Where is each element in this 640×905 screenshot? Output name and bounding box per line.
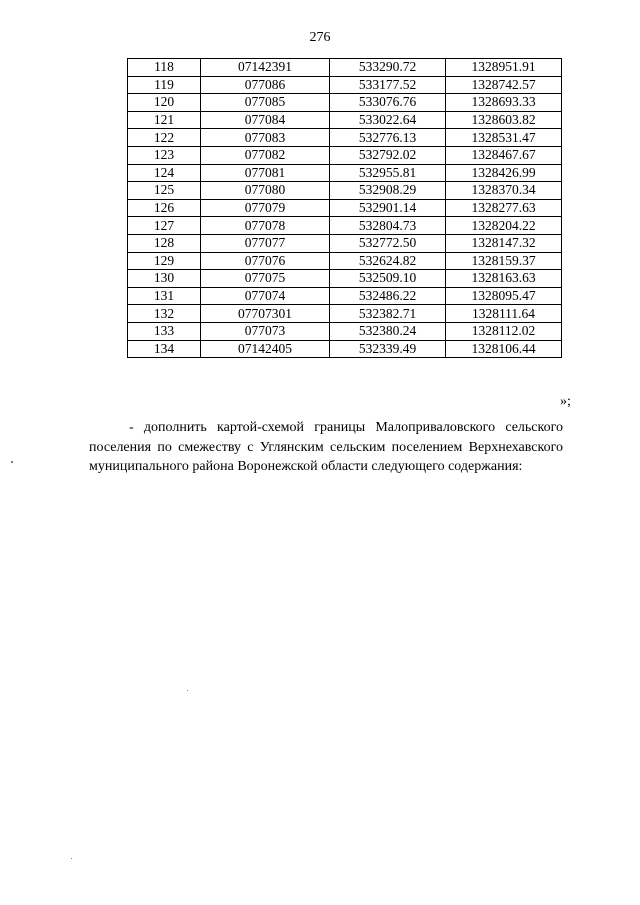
y-coordinate-cell: 1328603.82: [446, 111, 562, 129]
scan-speck: [187, 690, 188, 691]
row-number-cell: 134: [128, 340, 201, 358]
x-coordinate-cell: 532339.49: [330, 340, 446, 358]
page-number: 276: [309, 30, 331, 45]
table-row: [128, 252, 562, 270]
table-row: [128, 59, 562, 77]
y-coordinate-cell: 1328204.22: [446, 217, 562, 235]
row-number-cell: 127: [128, 217, 201, 235]
row-number-cell: 128: [128, 234, 201, 252]
x-coordinate-cell: 533022.64: [330, 111, 446, 129]
point-id-cell: 077075: [201, 270, 330, 288]
y-coordinate-cell: 1328147.32: [446, 234, 562, 252]
y-coordinate-cell: 1328693.33: [446, 94, 562, 112]
amendment-paragraph: - дополнить картой-схемой границы Малоприваловского сельского поселения по смежеству с Углянским сельским поселением Верхнехавского муниципального района Воронежской области следующего содержания:: [89, 420, 563, 474]
y-coordinate-cell: 1328163.63: [446, 270, 562, 288]
x-coordinate-cell: 533076.76: [330, 94, 446, 112]
y-coordinate-cell: 1328467.67: [446, 146, 562, 164]
row-number-cell: 122: [128, 129, 201, 147]
point-id-cell: 07142391: [201, 59, 330, 77]
x-coordinate-cell: 532624.82: [330, 252, 446, 270]
point-id-cell: 077076: [201, 252, 330, 270]
scan-speck: [71, 858, 72, 859]
point-id-cell: 077080: [201, 182, 330, 200]
x-coordinate-cell: 532955.81: [330, 164, 446, 182]
x-coordinate-cell: 532901.14: [330, 199, 446, 217]
row-number-cell: 119: [128, 76, 201, 94]
point-id-cell: 077081: [201, 164, 330, 182]
x-coordinate-cell: 532380.24: [330, 322, 446, 340]
row-number-cell: 118: [128, 59, 201, 77]
y-coordinate-cell: 1328426.99: [446, 164, 562, 182]
boundary-points-table: [127, 58, 562, 358]
y-coordinate-cell: 1328106.44: [446, 340, 562, 358]
row-number-cell: 121: [128, 111, 201, 129]
row-number-cell: 133: [128, 322, 201, 340]
row-number-cell: 129: [128, 252, 201, 270]
row-number-cell: 132: [128, 305, 201, 323]
point-id-cell: 077073: [201, 322, 330, 340]
y-coordinate-cell: 1328742.57: [446, 76, 562, 94]
table-row: [128, 217, 562, 235]
row-number-cell: 131: [128, 287, 201, 305]
y-coordinate-cell: 1328531.47: [446, 129, 562, 147]
table-row: [128, 146, 562, 164]
point-id-cell: 077085: [201, 94, 330, 112]
x-coordinate-cell: 532509.10: [330, 270, 446, 288]
table-row: [128, 305, 562, 323]
y-coordinate-cell: 1328112.02: [446, 322, 562, 340]
y-coordinate-cell: 1328370.34: [446, 182, 562, 200]
row-number-cell: 124: [128, 164, 201, 182]
row-number-cell: 125: [128, 182, 201, 200]
point-id-cell: 077077: [201, 234, 330, 252]
point-id-cell: 077078: [201, 217, 330, 235]
table-row: [128, 199, 562, 217]
table-row: [128, 164, 562, 182]
y-coordinate-cell: 1328277.63: [446, 199, 562, 217]
x-coordinate-cell: 532908.29: [330, 182, 446, 200]
table-body: [128, 59, 562, 358]
table-row: [128, 182, 562, 200]
y-coordinate-cell: 1328095.47: [446, 287, 562, 305]
x-coordinate-cell: 533290.72: [330, 59, 446, 77]
closing-quote-mark: »;: [560, 394, 571, 409]
x-coordinate-cell: 532382.71: [330, 305, 446, 323]
row-number-cell: 120: [128, 94, 201, 112]
row-number-cell: 126: [128, 199, 201, 217]
table-row: [128, 234, 562, 252]
table-row: [128, 340, 562, 358]
table-row: [128, 76, 562, 94]
point-id-cell: 07142405: [201, 340, 330, 358]
x-coordinate-cell: 532804.73: [330, 217, 446, 235]
point-id-cell: 077074: [201, 287, 330, 305]
point-id-cell: 077083: [201, 129, 330, 147]
point-id-cell: 077079: [201, 199, 330, 217]
scan-speck: [11, 461, 13, 463]
table-row: [128, 270, 562, 288]
point-id-cell: 077086: [201, 76, 330, 94]
table-row: [128, 129, 562, 147]
point-id-cell: 07707301: [201, 305, 330, 323]
x-coordinate-cell: 532772.50: [330, 234, 446, 252]
point-id-cell: 077084: [201, 111, 330, 129]
x-coordinate-cell: 533177.52: [330, 76, 446, 94]
y-coordinate-cell: 1328951.91: [446, 59, 562, 77]
x-coordinate-cell: 532776.13: [330, 129, 446, 147]
y-coordinate-cell: 1328111.64: [446, 305, 562, 323]
row-number-cell: 123: [128, 146, 201, 164]
x-coordinate-cell: 532792.02: [330, 146, 446, 164]
table-row: [128, 287, 562, 305]
table-row: [128, 94, 562, 112]
table-row: [128, 322, 562, 340]
y-coordinate-cell: 1328159.37: [446, 252, 562, 270]
table-row: [128, 111, 562, 129]
row-number-cell: 130: [128, 270, 201, 288]
x-coordinate-cell: 532486.22: [330, 287, 446, 305]
point-id-cell: 077082: [201, 146, 330, 164]
